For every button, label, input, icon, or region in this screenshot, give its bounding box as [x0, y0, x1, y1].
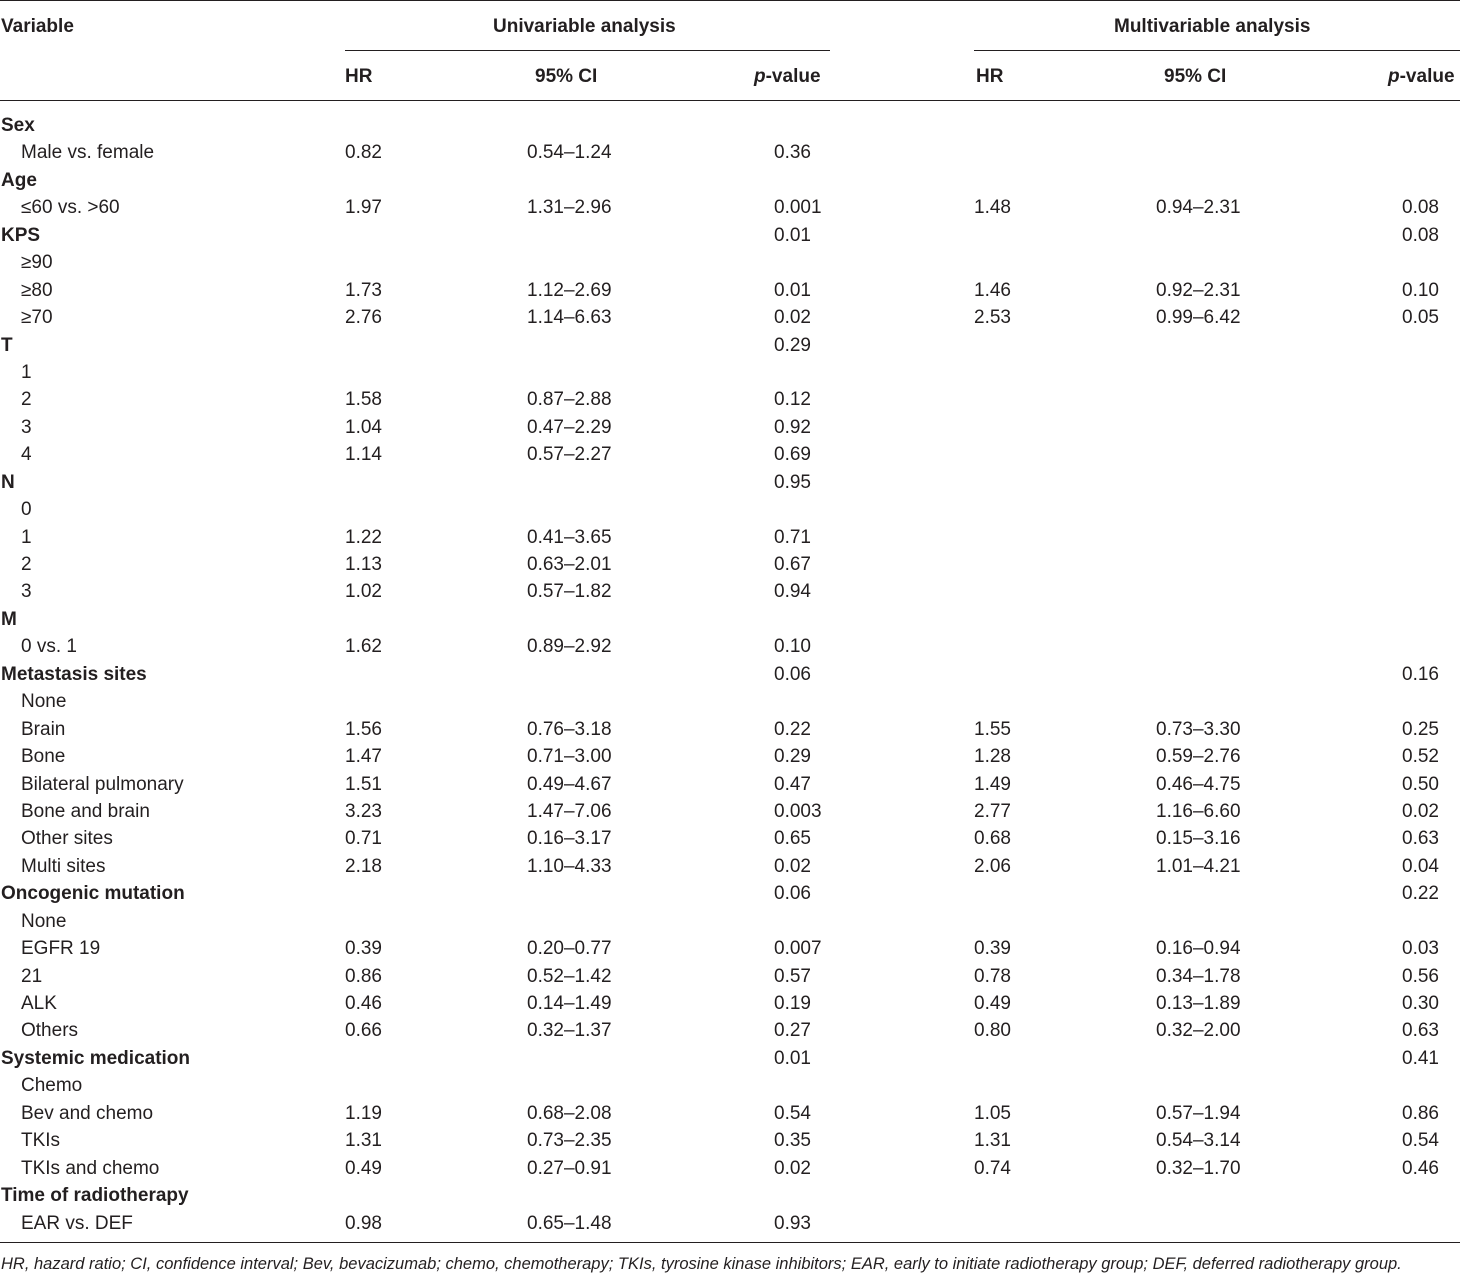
table-bottom-rule [0, 1242, 1460, 1243]
cell-univariable-hr: 1.56 [345, 718, 382, 740]
cell-univariable-hr: 1.51 [345, 773, 382, 795]
table-row [0, 277, 1460, 304]
cell-univariable-ci: 0.63–2.01 [527, 554, 612, 575]
header-u-p-rest: -value [765, 66, 821, 87]
cell-multivariable-pvalue: 0.63 [1402, 828, 1439, 850]
table-row [0, 825, 1460, 852]
cell-variable: 1 [21, 361, 32, 383]
cell-univariable-hr: 0.71 [345, 828, 382, 850]
cell-multivariable-pvalue: 0.54 [1402, 1130, 1439, 1152]
cell-univariable-hr: 1.47 [345, 746, 382, 768]
cell-variable: Oncogenic mutation [1, 883, 185, 905]
header-m-ci: 95% CI [1164, 66, 1227, 87]
cell-univariable-ci: 0.20–0.77 [527, 938, 612, 960]
cell-variable: 1 [21, 526, 32, 548]
table-body [0, 112, 1460, 1237]
table-row [0, 908, 1460, 935]
cell-multivariable-ci: 0.54–3.14 [1156, 1130, 1241, 1152]
cell-multivariable-ci: 0.57–1.94 [1156, 1102, 1241, 1124]
cell-univariable-ci: 0.68–2.08 [527, 1102, 612, 1124]
cell-univariable-pvalue: 0.12 [774, 389, 811, 411]
cell-univariable-pvalue: 0.92 [774, 416, 811, 438]
cell-univariable-hr: 0.98 [345, 1212, 382, 1234]
cell-univariable-pvalue: 0.69 [774, 444, 811, 466]
cell-multivariable-hr: 2.77 [974, 800, 1011, 822]
cell-variable: Bone and brain [21, 800, 150, 822]
cell-univariable-pvalue: 0.10 [774, 636, 811, 658]
cell-multivariable-pvalue: 0.52 [1402, 746, 1439, 768]
cell-multivariable-hr: 0.74 [974, 1157, 1011, 1179]
univariable-spanner-rule [345, 50, 830, 51]
table-group-row [0, 112, 1460, 139]
table-row [0, 633, 1460, 660]
cell-univariable-pvalue: 0.29 [774, 746, 811, 768]
table-group-row [0, 880, 1460, 907]
cell-variable: TKIs and chemo [21, 1157, 160, 1179]
header-u-p-italic: p [754, 66, 766, 87]
table-row [0, 578, 1460, 605]
cell-multivariable-ci: 0.32–1.70 [1156, 1157, 1241, 1179]
cell-univariable-hr: 1.02 [345, 581, 382, 603]
cell-univariable-pvalue: 0.54 [774, 1102, 811, 1124]
cell-multivariable-hr: 1.55 [974, 718, 1011, 740]
cell-multivariable-pvalue: 0.02 [1402, 800, 1439, 822]
cell-variable: Metastasis sites [1, 663, 147, 685]
cell-univariable-hr: 1.97 [345, 197, 382, 219]
cell-multivariable-ci: 0.16–0.94 [1156, 938, 1241, 960]
cell-variable: EAR vs. DEF [21, 1212, 133, 1234]
table-row [0, 414, 1460, 441]
cell-variable: Brain [21, 718, 66, 740]
cell-univariable-pvalue: 0.71 [774, 526, 811, 548]
cell-variable: Systemic medication [1, 1047, 191, 1069]
cell-univariable-ci: 0.16–3.17 [527, 828, 612, 850]
cell-multivariable-pvalue: 0.08 [1402, 224, 1439, 246]
cell-variable: 2 [21, 554, 32, 575]
cell-multivariable-pvalue: 0.86 [1402, 1102, 1439, 1124]
cell-multivariable-pvalue: 0.41 [1402, 1047, 1439, 1069]
header-m-pvalue [1388, 66, 1455, 88]
cell-multivariable-ci: 0.13–1.89 [1156, 993, 1241, 1014]
table-group-row [0, 606, 1460, 633]
cell-univariable-hr: 0.46 [345, 993, 382, 1014]
table-group-row [0, 1182, 1460, 1209]
table-footnote: HR, hazard ratio; CI, confidence interval; Bev, bevacizumab; chemo, chemotherapy; TKIs, tyrosine kinase inhibitors; EAR, early to initiate radiotherapy group; DEF, deferred radiotherapy group. [1, 1255, 1402, 1273]
cell-variable: Chemo [21, 1075, 83, 1097]
cell-variable: Time of radiotherapy [1, 1185, 189, 1207]
cell-multivariable-pvalue: 0.05 [1402, 307, 1439, 329]
cell-variable: TKIs [21, 1130, 61, 1152]
cell-univariable-ci: 1.31–2.96 [527, 197, 612, 219]
cell-univariable-pvalue: 0.01 [774, 279, 811, 301]
cell-multivariable-pvalue: 0.10 [1402, 279, 1439, 301]
cell-variable: Multi sites [21, 855, 106, 877]
cell-variable: N [1, 471, 15, 493]
cell-multivariable-ci: 0.59–2.76 [1156, 746, 1241, 768]
table-row [0, 853, 1460, 880]
table-row [0, 771, 1460, 798]
cell-multivariable-hr: 1.28 [974, 746, 1011, 768]
cell-variable: None [21, 910, 67, 932]
table-row [0, 304, 1460, 331]
cell-univariable-ci: 1.14–6.63 [527, 307, 612, 329]
cell-univariable-pvalue: 0.95 [774, 471, 811, 493]
table-row [0, 935, 1460, 962]
cell-multivariable-ci: 1.01–4.21 [1156, 855, 1241, 877]
cell-variable: Bilateral pulmonary [21, 773, 184, 795]
cell-multivariable-pvalue: 0.16 [1402, 663, 1439, 685]
cell-univariable-hr: 2.76 [345, 307, 382, 329]
cell-multivariable-hr: 1.05 [974, 1102, 1011, 1124]
cell-univariable-hr: 0.86 [345, 965, 382, 987]
cell-multivariable-hr: 1.49 [974, 773, 1011, 795]
cell-variable: T [1, 334, 13, 356]
cell-univariable-ci: 0.76–3.18 [527, 718, 612, 740]
table-row [0, 1072, 1460, 1099]
cell-univariable-pvalue: 0.02 [774, 1157, 811, 1179]
cell-univariable-hr: 2.18 [345, 855, 382, 877]
cell-variable: Bev and chemo [21, 1102, 154, 1124]
cell-multivariable-pvalue: 0.30 [1402, 993, 1439, 1014]
cell-multivariable-hr: 0.78 [974, 965, 1011, 987]
cell-univariable-hr: 1.73 [345, 279, 382, 301]
cell-univariable-pvalue: 0.02 [774, 307, 811, 329]
table-group-row [0, 167, 1460, 194]
cell-multivariable-pvalue: 0.25 [1402, 718, 1439, 740]
cell-univariable-ci: 0.49–4.67 [527, 773, 612, 795]
cell-univariable-ci: 0.27–0.91 [527, 1157, 612, 1179]
cell-univariable-hr: 1.14 [345, 444, 382, 466]
cell-variable: Male vs. female [21, 142, 155, 164]
cell-multivariable-ci: 0.94–2.31 [1156, 197, 1241, 219]
cell-univariable-ci: 0.73–2.35 [527, 1130, 612, 1152]
table-top-rule [0, 0, 1460, 1]
table-row [0, 1155, 1460, 1182]
cell-univariable-pvalue: 0.93 [774, 1212, 811, 1234]
cell-univariable-pvalue: 0.27 [774, 1020, 811, 1042]
table-row [0, 716, 1460, 743]
cell-univariable-ci: 0.47–2.29 [527, 416, 612, 438]
cell-univariable-ci: 0.57–1.82 [527, 581, 612, 603]
header-variable: Variable [1, 16, 74, 37]
cell-variable: Bone [21, 746, 66, 768]
table-row [0, 496, 1460, 523]
cell-univariable-hr: 1.62 [345, 636, 382, 658]
header-bottom-rule [0, 100, 1460, 101]
table-row [0, 386, 1460, 413]
cell-univariable-ci: 0.32–1.37 [527, 1020, 612, 1042]
cell-variable: Age [1, 169, 37, 191]
cell-univariable-hr: 1.31 [345, 1130, 382, 1152]
cell-multivariable-pvalue: 0.03 [1402, 938, 1439, 960]
table-group-row [0, 222, 1460, 249]
table-row [0, 249, 1460, 276]
cell-variable: 0 vs. 1 [21, 636, 77, 658]
cell-univariable-ci: 1.47–7.06 [527, 800, 612, 822]
cell-variable: None [21, 691, 67, 713]
table-row [0, 798, 1460, 825]
cell-variable: 4 [21, 444, 32, 466]
cell-multivariable-ci: 0.92–2.31 [1156, 279, 1241, 301]
cell-univariable-hr: 1.04 [345, 416, 382, 438]
cell-multivariable-pvalue: 0.50 [1402, 773, 1439, 795]
cell-univariable-ci: 0.54–1.24 [527, 142, 612, 164]
table-row [0, 963, 1460, 990]
cell-variable: ≥70 [21, 307, 53, 329]
table-group-row [0, 469, 1460, 496]
table-row [0, 194, 1460, 221]
table-row [0, 1210, 1460, 1237]
table-row [0, 441, 1460, 468]
cell-univariable-hr: 3.23 [345, 800, 382, 822]
cell-univariable-pvalue: 0.22 [774, 718, 811, 740]
cell-univariable-pvalue: 0.007 [774, 938, 822, 960]
table-group-row [0, 332, 1460, 359]
cell-univariable-pvalue: 0.57 [774, 965, 811, 987]
cell-univariable-ci: 1.10–4.33 [527, 855, 612, 877]
cell-univariable-ci: 0.41–3.65 [527, 526, 612, 548]
table-row [0, 359, 1460, 386]
cell-variable: KPS [1, 224, 41, 246]
table-row [0, 524, 1460, 551]
cell-multivariable-ci: 0.73–3.30 [1156, 718, 1241, 740]
cell-multivariable-hr: 1.31 [974, 1130, 1011, 1152]
table-row [0, 990, 1460, 1017]
cell-univariable-pvalue: 0.06 [774, 663, 811, 685]
table-row [0, 1127, 1460, 1154]
cell-multivariable-ci: 0.34–1.78 [1156, 965, 1241, 987]
cell-univariable-pvalue: 0.01 [774, 224, 811, 246]
table-row [0, 139, 1460, 166]
cell-variable: ≥90 [21, 252, 53, 274]
cell-univariable-ci: 0.52–1.42 [527, 965, 612, 987]
cell-variable: 3 [21, 416, 32, 438]
header-u-pvalue [754, 66, 821, 88]
cell-univariable-pvalue: 0.02 [774, 855, 811, 877]
cell-univariable-pvalue: 0.29 [774, 334, 811, 356]
cell-univariable-ci: 0.57–2.27 [527, 444, 612, 466]
cell-variable: 21 [21, 965, 43, 987]
cell-univariable-hr: 1.13 [345, 554, 382, 575]
header-u-ci: 95% CI [535, 66, 598, 87]
cell-multivariable-hr: 0.80 [974, 1020, 1011, 1042]
cell-variable: ≥80 [21, 279, 53, 301]
cell-univariable-pvalue: 0.01 [774, 1047, 811, 1069]
cell-variable: Sex [1, 115, 35, 136]
cell-univariable-pvalue: 0.06 [774, 883, 811, 905]
cell-multivariable-ci: 0.15–3.16 [1156, 828, 1241, 850]
cell-variable: M [1, 608, 17, 630]
table-row [0, 551, 1460, 578]
header-m-p-italic: p [1388, 66, 1400, 87]
cell-multivariable-ci: 0.99–6.42 [1156, 307, 1241, 329]
cell-univariable-pvalue: 0.35 [774, 1130, 811, 1152]
cell-multivariable-hr: 0.49 [974, 993, 1011, 1014]
cell-variable: Other sites [21, 828, 113, 850]
cell-univariable-ci: 0.71–3.00 [527, 746, 612, 768]
table-group-row [0, 661, 1460, 688]
header-m-hr: HR [976, 66, 1004, 87]
cell-variable: Others [21, 1020, 79, 1042]
cell-univariable-ci: 0.87–2.88 [527, 389, 612, 411]
cell-univariable-hr: 0.82 [345, 142, 382, 164]
header-multivariable: Multivariable analysis [1114, 16, 1311, 37]
table-group-row [0, 1045, 1460, 1072]
cell-variable: 2 [21, 389, 32, 411]
cell-multivariable-pvalue: 0.56 [1402, 965, 1439, 987]
cell-variable: ALK [21, 993, 57, 1014]
cell-multivariable-pvalue: 0.04 [1402, 855, 1439, 877]
cell-univariable-hr: 1.58 [345, 389, 382, 411]
cell-univariable-hr: 1.22 [345, 526, 382, 548]
cell-multivariable-pvalue: 0.63 [1402, 1020, 1439, 1042]
table-row [0, 688, 1460, 715]
cell-variable: 3 [21, 581, 32, 603]
cell-variable: EGFR 19 [21, 938, 101, 960]
cell-univariable-hr: 1.19 [345, 1102, 382, 1124]
cell-univariable-ci: 0.14–1.49 [527, 993, 612, 1014]
cell-univariable-ci: 1.12–2.69 [527, 279, 612, 301]
cell-multivariable-hr: 0.68 [974, 828, 1011, 850]
cell-univariable-ci: 0.89–2.92 [527, 636, 612, 658]
cell-multivariable-ci: 0.46–4.75 [1156, 773, 1241, 795]
multivariable-spanner-rule [974, 50, 1460, 51]
table-row [0, 1017, 1460, 1044]
table-row [0, 743, 1460, 770]
cell-multivariable-hr: 2.06 [974, 855, 1011, 877]
cell-variable: ≤60 vs. >60 [21, 197, 120, 219]
cell-univariable-pvalue: 0.36 [774, 142, 811, 164]
cell-multivariable-pvalue: 0.46 [1402, 1157, 1439, 1179]
cell-univariable-pvalue: 0.19 [774, 993, 811, 1014]
header-u-hr: HR [345, 66, 373, 87]
cell-multivariable-hr: 1.46 [974, 279, 1011, 301]
header-m-p-rest: -value [1399, 66, 1455, 87]
cell-univariable-pvalue: 0.001 [774, 197, 822, 219]
cell-univariable-hr: 0.49 [345, 1157, 382, 1179]
cell-univariable-pvalue: 0.67 [774, 554, 811, 575]
cell-multivariable-ci: 0.32–2.00 [1156, 1020, 1241, 1042]
cell-univariable-pvalue: 0.65 [774, 828, 811, 850]
table-row [0, 1100, 1460, 1127]
cell-multivariable-ci: 1.16–6.60 [1156, 800, 1241, 822]
cell-multivariable-hr: 1.48 [974, 197, 1011, 219]
cell-multivariable-hr: 2.53 [974, 307, 1011, 329]
cell-univariable-hr: 0.39 [345, 938, 382, 960]
cell-univariable-hr: 0.66 [345, 1020, 382, 1042]
cell-variable: 0 [21, 499, 32, 521]
cell-multivariable-pvalue: 0.08 [1402, 197, 1439, 219]
cell-multivariable-hr: 0.39 [974, 938, 1011, 960]
cell-multivariable-pvalue: 0.22 [1402, 883, 1439, 905]
cell-univariable-ci: 0.65–1.48 [527, 1212, 612, 1234]
cell-univariable-pvalue: 0.47 [774, 773, 811, 795]
header-univariable: Univariable analysis [493, 16, 676, 37]
cell-univariable-pvalue: 0.003 [774, 800, 822, 822]
cell-univariable-pvalue: 0.94 [774, 581, 811, 603]
